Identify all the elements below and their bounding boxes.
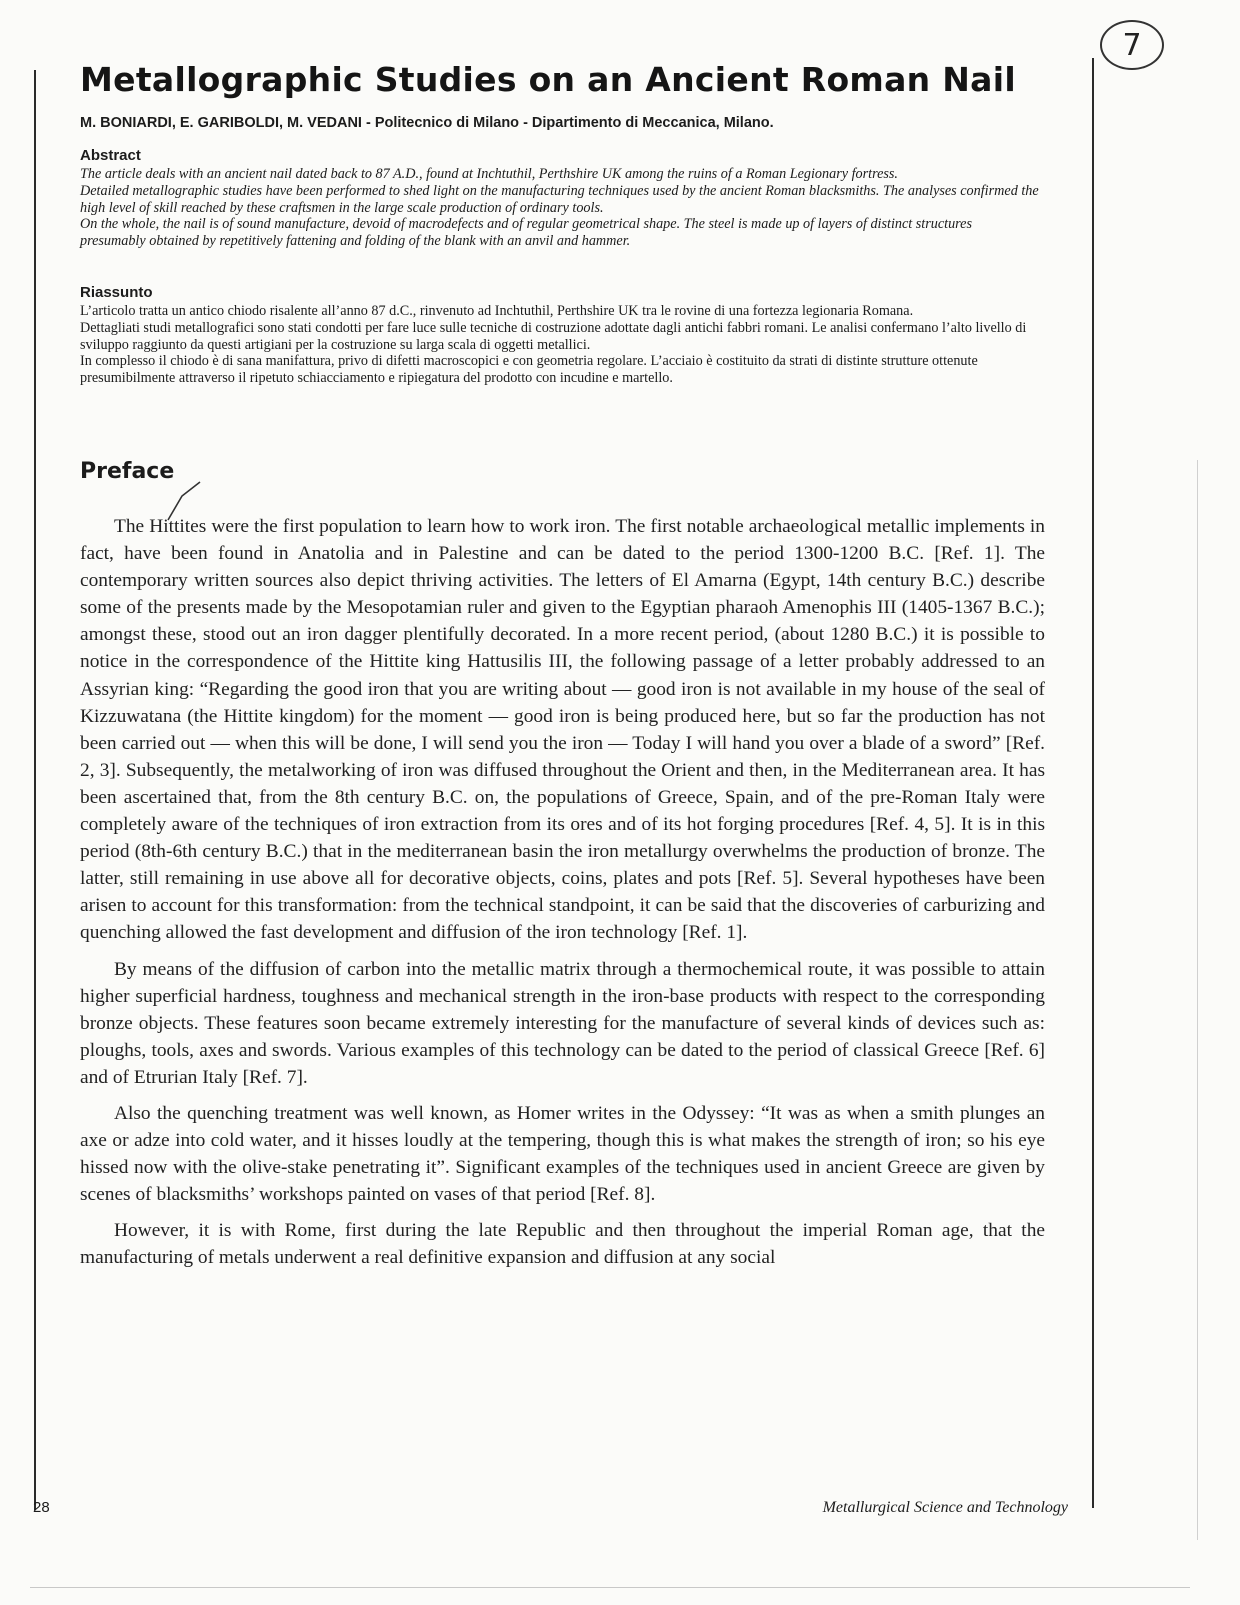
abstract-body [80,166,1040,250]
journal-name: Metallurgical Science and Technology [822,1499,1068,1516]
preface-heading: Preface [80,459,175,484]
riassunto-body [80,303,1040,387]
abstract-paragraph: On the whole, the nail is of sound manufacture, devoid of macrodefects and of regular geometrical shape. The steel is made up of layers of distinct structures presumably obtained by repetitively fattening and folding of the blank with an anvil and hammer. [80,216,972,250]
riassunto-paragraph: L’articolo tratta un antico chiodo risalente all’anno 87 d.C., rinvenuto ad Inchtuthil, Perthshire UK tra le rovine di una fortezza legionaria Romana. [80,303,914,319]
right-margin-rule [1092,58,1094,1508]
scan-edge-line [1197,460,1198,1540]
body-paragraph: However, it is with Rome, first during the late Republic and then throughout the imperial Roman age, that the manufacturing of metals underwent a real definitive expansion and diffusion at any social [80,1220,1045,1269]
riassunto-paragraph: In complesso il chiodo è di sana manifattura, privo di difetti macroscopici e con geometria regolare. L’acciaio è costituito da strati di distinte strutture ottenute presumibilmente attraverso il ripetuto schiacciamento e ripiegatura del prodotto con incudine e martello. [80,353,978,387]
handwritten-number: 7 [1122,27,1142,63]
body-paragraph: The Hittites were the first population to learn how to work iron. The first notable archaeological metallic implements in fact, have been found in Anatolia and in Palestine and can be dated to the period 1300-1200 B.C. [Ref. 1]. The contemporary written sources also depict thriving activities. The letters of El Amarna (Egypt, 14th century B.C.) describe some of the presents made by the Mesopotamian ruler and given to the Egyptian pharaoh Amenophis III (1405-1367 B.C.); amongst these, stood out an iron dagger plentifully decorated. In a more recent period, (about 1280 B.C.) it is possible to notice in the correspondence of the Hittite king Hattusilis III, the following passage of a letter probably addressed to an Assyrian king: “Regarding the good iron that you are writing about — good iron is not available in my house of the seal of Kizzuwatana (the Hittite kingdom) for the moment — good iron is being produced here, but so far the production has not been carried out — when this will be done, I will send you the iron — Today I will hand you over a blade of a sword” [Ref. 2, 3]. Subsequently, the metalworking of iron was diffused throughout the Orient and then, in the Mediterranean area. It has been ascertained that, from the 8th century B.C. on, the populations of Greece, Spain, and of the pre-Roman Italy were completely aware of the techniques of iron extraction from its ores and of its hot forging procedures [Ref. 4, 5]. It is in this period (8th-6th century B.C.) that in the mediterranean basin the iron metallurgy overwhelms the production of bronze. The latter, still remaining in use above all for decorative objects, coins, plates and pots [Ref. 5]. Several hypotheses have been arisen to account for this transformation: from the technical standpoint, it can be said that the discoveries of carburizing and quenching allowed the fast development and diffusion of the iron technology [Ref. 1]. [80,516,1045,944]
preface-body [80,513,1045,1281]
handwritten-circled-number [1100,20,1164,70]
abstract-paragraph: Detailed metallographic studies have been performed to shed light on the manufacturing techniques used by the ancient Roman blacksmiths. The analyses confirmed the high level of skill reached by these craftsmen in the large scale production of ordinary tools. [80,182,1039,216]
bottom-scan-line [30,1587,1190,1588]
paper-title: Metallographic Studies on an Ancient Roman Nail [80,60,1016,99]
body-paragraph: Also the quenching treatment was well known, as Homer writes in the Odyssey: “It was as when a smith plunges an axe or adze into cold water, and it hisses loudly at the tempering, though this is what makes the strength of iron; so his eye hissed now with the olive-stake penetrating it”. Significant examples of the techniques used in ancient Greece are given by scenes of blacksmiths’ workshops painted on vases of that period [Ref. 8]. [80,1102,1045,1206]
body-paragraph: By means of the diffusion of carbon into the metallic matrix through a thermochemical route, it was possible to attain higher superficial hardness, toughness and mechanical strength in the iron-base products with respect to the corresponding bronze objects. These features soon became extremely interesting for the manufacture of several kinds of devices such as: ploughs, tools, axes and swords. Various examples of this technology can be dated to the period of classical Greece [Ref. 6] and of Etrurian Italy [Ref. 7]. [80,958,1045,1088]
riassunto-heading: Riassunto [80,284,153,301]
page-number: 28 [33,1499,50,1516]
abstract-heading: Abstract [80,147,141,164]
authors-line: M. BONIARDI, E. GARIBOLDI, M. VEDANI - Politecnico di Milano - Dipartimento di Meccanica, Milano. [80,115,774,131]
abstract-paragraph: The article deals with an ancient nail dated back to 87 A.D., found at Inchtuthil, Perthshire UK among the ruins of a Roman Legionary fortress. [80,166,898,182]
riassunto-paragraph: Dettagliati studi metallografici sono stati condotti per fare luce sulle tecniche di costruzione adottate dagli antichi fabbri romani. Le analisi confermano l’alto livello di sviluppo raggiunto da questi artigiani per la costruzione su larga scala di oggetti metallici. [80,319,1027,353]
left-margin-rule [34,70,36,1510]
